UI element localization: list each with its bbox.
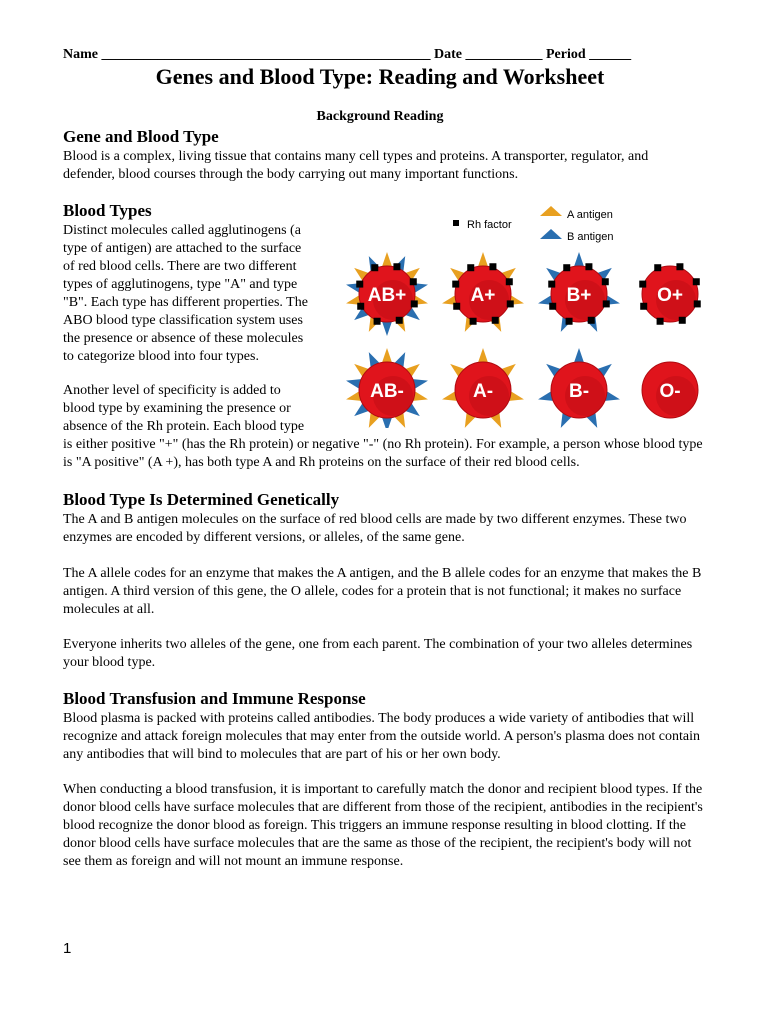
rh-factor-legend-icon bbox=[453, 220, 459, 226]
text-line: of red blood cells. There are two different bbox=[63, 259, 297, 274]
text-line: types of agglutinogens, type "A" and type bbox=[63, 277, 298, 292]
page-number: 1 bbox=[63, 940, 72, 957]
rh-factor-marker bbox=[588, 317, 595, 324]
blood-type-antigen-diagram bbox=[336, 198, 716, 428]
background-reading-heading: Background Reading bbox=[316, 109, 444, 124]
blood-types-paragraph-2-start bbox=[63, 382, 333, 436]
blood-type-label: B+ bbox=[566, 285, 592, 306]
genetics-paragraph-1: The A and B antigen molecules on the surface of red blood cells are made by two different enzymes. These two enzymes are encoded by different versions, or alleles, of the same gene. bbox=[63, 512, 687, 545]
b-antigen-legend-label: B antigen bbox=[567, 231, 614, 243]
rh-factor-marker bbox=[676, 263, 683, 270]
rh-factor-marker bbox=[371, 264, 378, 271]
genetics-heading: Blood Type Is Determined Genetically bbox=[63, 490, 340, 509]
blood-cell bbox=[639, 263, 701, 325]
blood-cell bbox=[346, 252, 428, 336]
blood-cell bbox=[442, 252, 524, 332]
text-line: ABO blood type classification system uses bbox=[63, 313, 303, 328]
rh-factor-marker bbox=[602, 278, 609, 285]
genetics-paragraph-3: Everyone inherits two alleles of the gene, one from each parent. The combination of your two alleles determines your blood type. bbox=[63, 637, 693, 670]
text-line: Distinct molecules called agglutinogens (a bbox=[63, 223, 301, 238]
transfusion-paragraph-1: Blood plasma is packed with proteins called antibodies. The body produces a wide variety of antibodies that will recognize and attack foreign molecules that may enter from the outside world. A person's plasma does not contain any antibodies that will bind to molecules that are part of his or her own body. bbox=[63, 711, 700, 762]
blood-types-paragraph-1 bbox=[63, 222, 333, 366]
rh-factor-marker bbox=[492, 317, 499, 324]
transfusion-paragraph-2: When conducting a blood transfusion, it is important to carefully match the donor and recipient blood types. If the donor blood cells have surface molecules that are different from those of the recipient, antibodies in the recipient's blood recognize the donor blood as foreign. This triggers an immune response resulting in blood clotting. If the donor blood cells have surface molecules that are the same as those of the recipient, the recipient's body will not see them as foreign and will not mount an immune response. bbox=[63, 782, 703, 869]
blood-cells-group bbox=[346, 252, 701, 428]
blood-type-label: B- bbox=[568, 381, 590, 402]
rh-factor-marker bbox=[453, 303, 460, 310]
blood-types-paragraph-2-rest: is either positive "+" (has the Rh protein) or negative "-" (no Rh protein). For example, a person whose blood type is "A positive" (A +), has both type A and Rh proteins on the surface of their red blood cells. bbox=[63, 437, 703, 470]
text-line: absence of the Rh protein. Each blood type bbox=[63, 419, 305, 434]
rh-factor-marker bbox=[694, 300, 701, 307]
blood-cell bbox=[538, 348, 620, 428]
rh-factor-marker bbox=[585, 263, 592, 270]
rh-factor-marker bbox=[640, 303, 647, 310]
gene-blood-type-paragraph: Blood is a complex, living tissue that contains many cell types and proteins. A transporter, regulator, and defender, blood courses through the body carrying out many important functions. bbox=[63, 149, 649, 182]
genetics-paragraph-2: The A allele codes for an enzyme that makes the A antigen, and the B allele codes for an enzyme that makes the B antigen. A third version of this gene, the O allele, codes for a protein that is not functional; it makes no surface molecules at all. bbox=[63, 566, 702, 617]
blood-cell bbox=[346, 348, 428, 428]
text-line: to categorize blood into four types. bbox=[63, 349, 259, 364]
text-line: blood type by examining the presence or bbox=[63, 401, 291, 416]
gene-blood-type-heading: Gene and Blood Type bbox=[63, 127, 219, 146]
rh-factor-marker bbox=[506, 278, 513, 285]
rh-factor-marker bbox=[410, 278, 417, 285]
rh-factor-legend-label: Rh factor bbox=[467, 219, 512, 231]
name-date-period-line: Name _______________________________________________ Date ___________ Period ______ bbox=[63, 47, 632, 62]
rh-factor-marker bbox=[467, 264, 474, 271]
rh-factor-marker bbox=[693, 278, 700, 285]
rh-factor-marker bbox=[357, 303, 364, 310]
rh-factor-marker bbox=[393, 263, 400, 270]
rh-factor-marker bbox=[603, 300, 610, 307]
blood-type-label: A- bbox=[472, 381, 494, 402]
diagram-legend bbox=[453, 206, 613, 243]
b-antigen-legend-icon bbox=[540, 229, 562, 239]
rh-factor-marker bbox=[411, 300, 418, 307]
blood-types-heading: Blood Types bbox=[63, 201, 152, 220]
text-line: the presence or absence of these molecules bbox=[63, 331, 304, 346]
page-title: Genes and Blood Type: Reading and Worksheet bbox=[155, 64, 605, 89]
blood-type-label: AB+ bbox=[367, 285, 407, 306]
rh-factor-marker bbox=[396, 317, 403, 324]
a-antigen-legend-label: A antigen bbox=[567, 209, 613, 221]
text-line: type of antigen) are attached to the surface bbox=[63, 241, 302, 256]
rh-factor-marker bbox=[657, 318, 664, 325]
rh-factor-marker bbox=[548, 281, 555, 288]
rh-factor-marker bbox=[507, 300, 514, 307]
rh-factor-marker bbox=[452, 281, 459, 288]
blood-cell bbox=[642, 362, 698, 418]
rh-factor-marker bbox=[679, 317, 686, 324]
rh-factor-marker bbox=[563, 264, 570, 271]
transfusion-heading: Blood Transfusion and Immune Response bbox=[63, 689, 366, 708]
text-line: Another level of specificity is added to bbox=[63, 383, 281, 398]
rh-factor-marker bbox=[374, 318, 381, 325]
a-antigen-legend-icon bbox=[540, 206, 562, 216]
rh-factor-marker bbox=[489, 263, 496, 270]
blood-cell bbox=[538, 252, 620, 332]
rh-factor-marker bbox=[639, 281, 646, 288]
blood-cell bbox=[442, 348, 524, 428]
rh-factor-marker bbox=[470, 318, 477, 325]
rh-factor-marker bbox=[356, 281, 363, 288]
blood-type-label: O- bbox=[659, 381, 681, 402]
rh-factor-marker bbox=[654, 264, 661, 271]
rh-factor-marker bbox=[549, 303, 556, 310]
blood-type-label: A+ bbox=[470, 285, 496, 306]
rh-factor-marker bbox=[566, 318, 573, 325]
blood-type-label: O+ bbox=[657, 285, 683, 306]
blood-type-label: AB- bbox=[370, 381, 404, 402]
text-line: "B". Each type has different properties. The bbox=[63, 295, 308, 310]
